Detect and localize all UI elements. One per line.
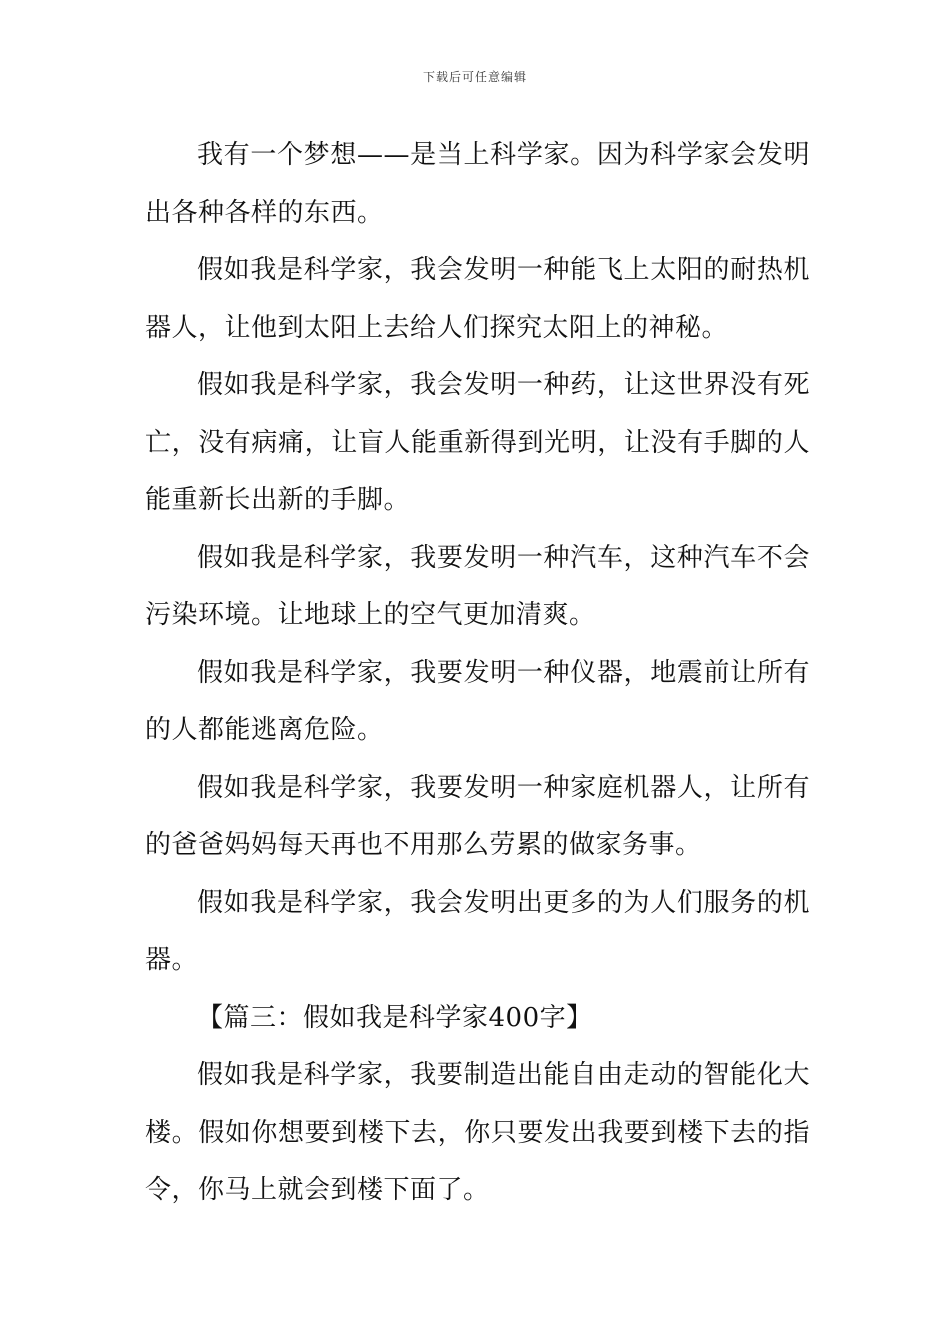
paragraph-3: 假如我是科学家，我会发明一种药，让这世界没有死亡，没有病痛，让盲人能重新得到光明，让没有手脚的人能重新长出新的手脚。 (145, 370, 810, 515)
section-heading: 【篇三：假如我是科学家400字】 (197, 1002, 593, 1033)
paragraph-7: 假如我是科学家，我会发明出更多的为人们服务的机器。 (145, 887, 810, 975)
paragraph-6: 假如我是科学家，我要发明一种家庭机器人，让所有的爸爸妈妈每天再也不用那么劳累的做家务事。 (145, 772, 810, 860)
paragraph-4: 假如我是科学家，我要发明一种汽车，这种汽车不会污染环境。让地球上的空气更加清爽。 (145, 542, 810, 630)
paragraph-2: 假如我是科学家，我会发明一种能飞上太阳的耐热机器人，让他到太阳上去给人们探究太阳上的神秘。 (145, 255, 810, 343)
document-body (145, 127, 810, 1220)
paragraph-5: 假如我是科学家，我要发明一种仪器，地震前让所有的人都能逃离危险。 (145, 657, 810, 745)
header-note: 下载后可任意编辑 (422, 70, 527, 84)
paragraph-8: 假如我是科学家，我要制造出能自由走动的智能化大楼。假如你想要到楼下去，你只要发出我要到楼下去的指令，你马上就会到楼下面了。 (145, 1060, 810, 1205)
paragraph-1: 我有一个梦想——是当上科学家。因为科学家会发明出各种各样的东西。 (145, 140, 810, 228)
